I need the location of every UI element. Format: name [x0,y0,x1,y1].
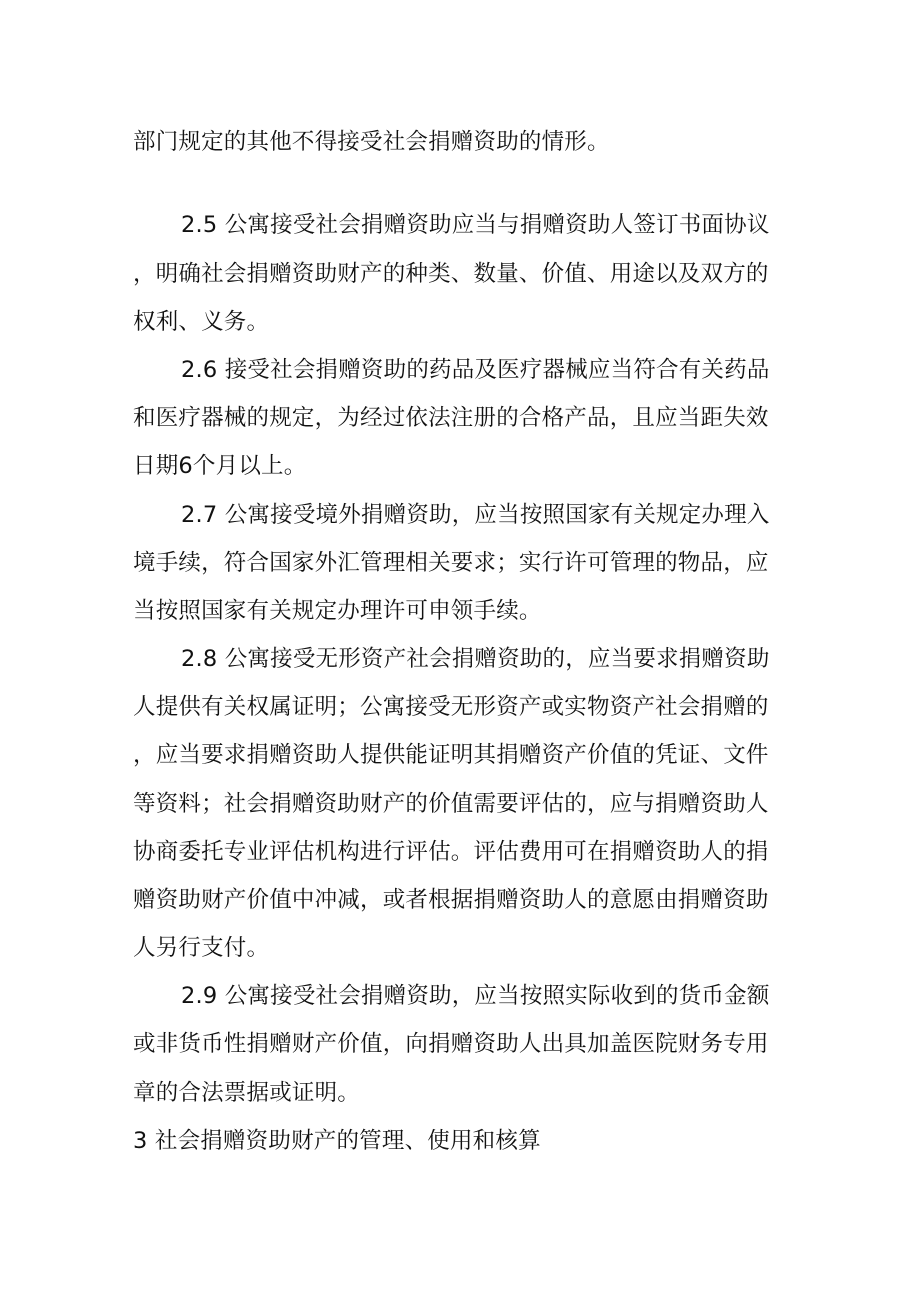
text-line: 部门规定的其他不得接受社会捐赠资助的情形。 [133,129,610,155]
text-line: 等资料；社会捐赠资助财产的价值需要评估的，应与捐赠资助人 [133,791,769,817]
text-line: ，应当要求捐赠资助人提供能证明其捐赠资产价值的凭证、文件 [133,742,769,768]
text-line: ，明确社会捐赠资助财产的种类、数量、价值、用途以及双方的 [133,261,769,287]
clause-2-8-line: 2.8 公寓接受无形资产社会捐赠资助的，应当要求捐赠资助 [181,646,770,672]
text-line: 当按照国家有关规定办理许可申领手续。 [133,598,542,624]
text-line: 赠资助财产价值中冲减，或者根据捐赠资助人的意愿由捐赠资助 [133,887,769,913]
text-line: 或非货币性捐赠财产价值，向捐赠资助人出具加盖医院财务专用 [133,1031,769,1057]
text-line: 和医疗器械的规定，为经过依法注册的合格产品，且应当距失效 [133,405,769,431]
text-line: 章的合法票据或证明。 [133,1080,361,1106]
section-3-heading: 3 社会捐赠资助财产的管理、使用和核算 [133,1128,541,1154]
text-line: 人提供有关权属证明；公寓接受无形资产或实物资产社会捐赠的 [133,694,769,720]
clause-2-5-line: 2.5 公寓接受社会捐赠资助应当与捐赠资助人签订书面协议 [181,212,770,238]
text-line: 协商委托专业评估机构进行评估。评估费用可在捐赠资助人的捐 [133,839,769,865]
text-line: 权利、义务。 [133,309,270,335]
text-line: 人另行支付。 [133,935,270,961]
clause-2-6-line: 2.6 接受社会捐赠资助的药品及医疗器械应当符合有关药品 [181,357,770,383]
clause-2-9-line: 2.9 公寓接受社会捐赠资助，应当按照实际收到的货币金额 [181,983,770,1009]
text-line: 境手续，符合国家外汇管理相关要求；实行许可管理的物品，应 [133,550,769,576]
text-line: 日期6个月以上。 [133,453,307,479]
clause-2-7-line: 2.7 公寓接受境外捐赠资助，应当按照国家有关规定办理入 [181,502,770,528]
